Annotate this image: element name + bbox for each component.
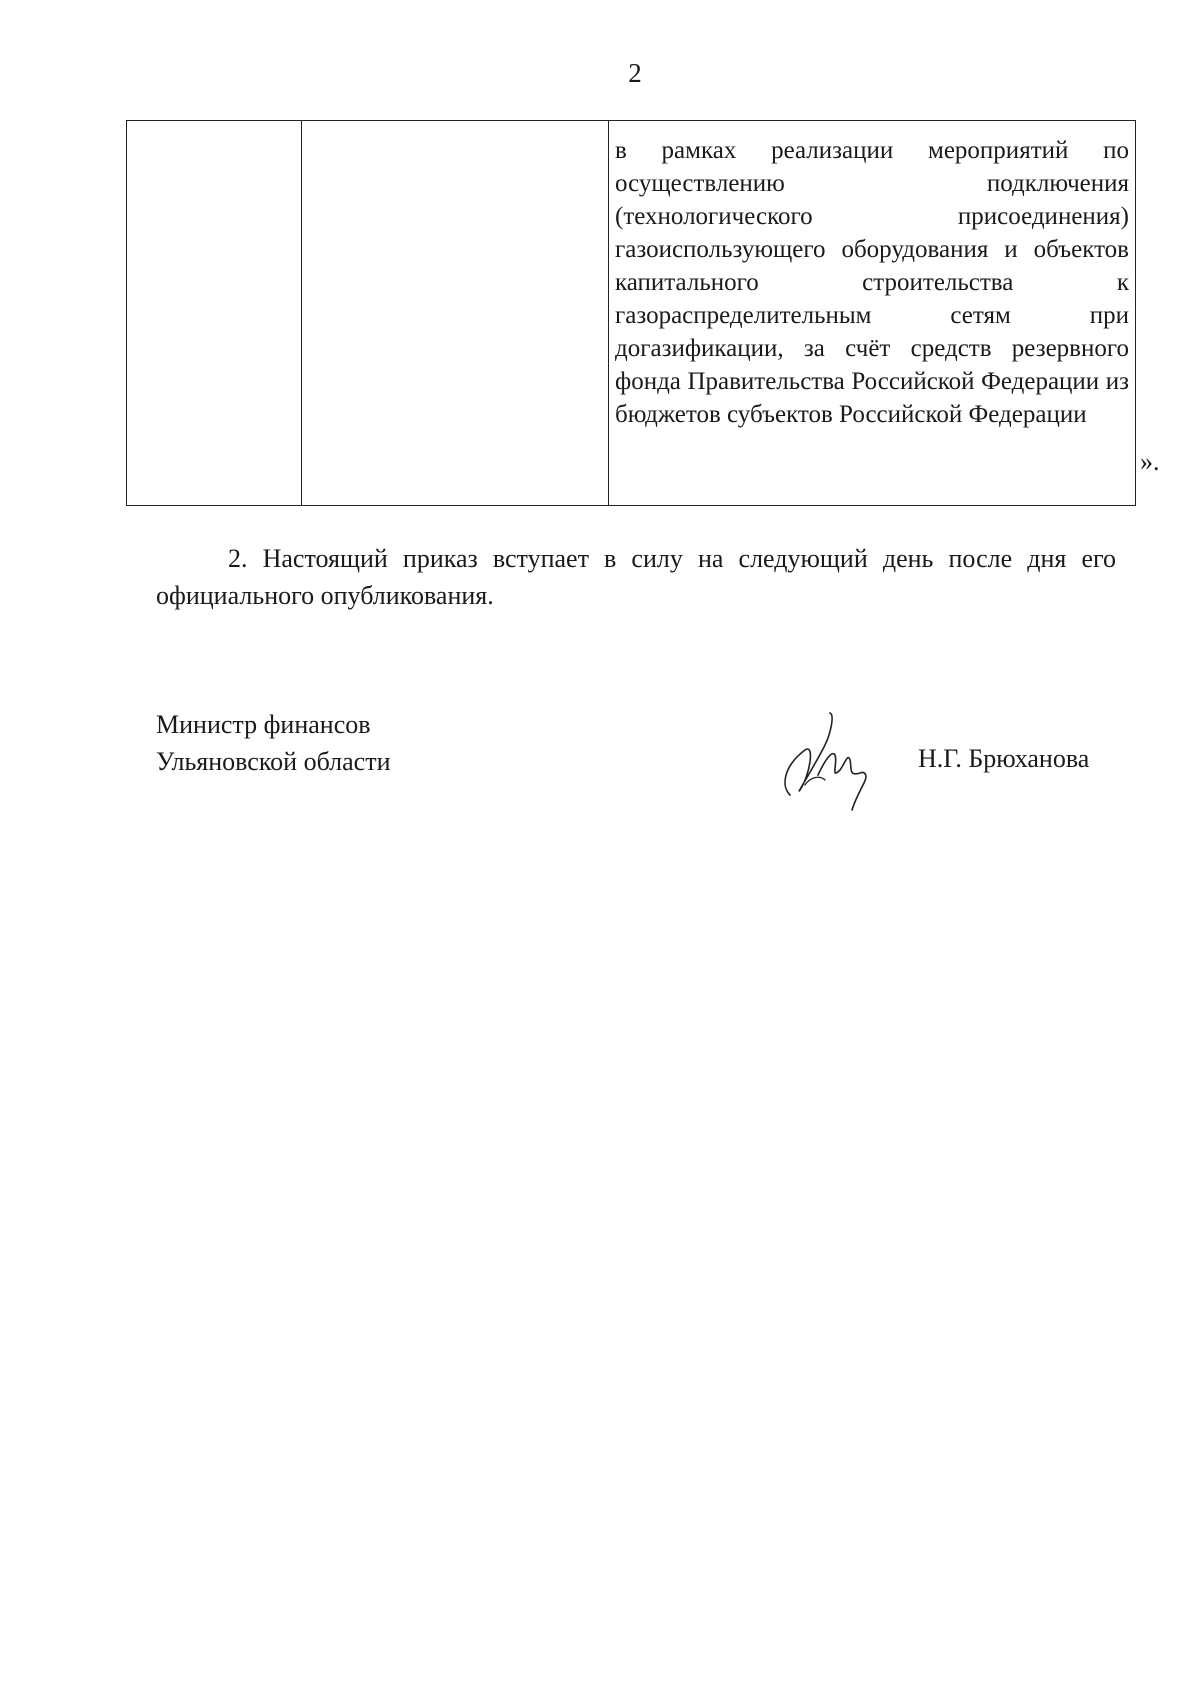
table-cell-empty-2 <box>302 121 609 506</box>
closing-quote: ». <box>1140 447 1160 476</box>
signer-position <box>156 706 390 780</box>
paragraph-2: 2. Настоящий приказ вступает в силу на следующий день после дня его официального опубликования. <box>156 544 1116 610</box>
amendment-table <box>126 120 1136 506</box>
table-row <box>127 121 1136 506</box>
page-number: 2 <box>628 58 642 88</box>
signer-position-line-1: Министр финансов <box>156 710 371 739</box>
table-cell-text <box>609 121 1136 506</box>
table-cell-content: в рамках реализации мероприятий по осуществлению подключения (технологического присоединения) газоиспользующего оборудования и объектов капитального строительства к газораспределительным сетям при догазификации, за счёт средств резервного фонда Правительства Российской Федерации из бюджетов субъектов Российской Федерации <box>615 137 1129 428</box>
table-cell-empty-1 <box>127 121 302 506</box>
handwritten-signature <box>770 705 880 815</box>
signer-position-line-2: Ульяновской области <box>156 747 391 776</box>
signer-name: Н.Г. Брюханова <box>918 744 1090 773</box>
